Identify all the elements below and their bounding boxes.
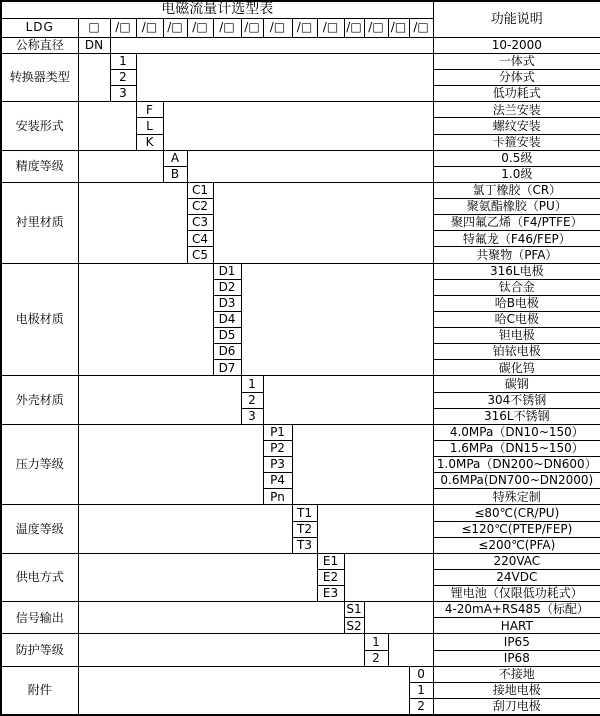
code-cell: E3 bbox=[317, 586, 344, 602]
description-cell: 316L不锈钢 bbox=[433, 408, 600, 424]
empty-region bbox=[163, 102, 433, 150]
code-cell: C2 bbox=[187, 199, 213, 215]
code-cell: 1 bbox=[241, 376, 263, 392]
description-cell: 一体式 bbox=[433, 53, 600, 69]
category-label: 外壳材质 bbox=[1, 376, 78, 424]
description-cell: ≤200℃(PFA) bbox=[433, 537, 600, 553]
description-cell: ≤80℃(CR/PU) bbox=[433, 505, 600, 521]
description-cell: ≤120℃(PTEP/FEP) bbox=[433, 521, 600, 537]
code-cell: F bbox=[136, 102, 163, 118]
code-cell: T2 bbox=[292, 521, 317, 537]
empty-region bbox=[78, 505, 292, 553]
empty-region bbox=[344, 553, 433, 601]
empty-region bbox=[317, 505, 433, 553]
description-cell: 碳钢 bbox=[433, 376, 600, 392]
code-cell: D6 bbox=[213, 344, 241, 360]
code-cell: C1 bbox=[187, 182, 213, 198]
code-cell: 2 bbox=[241, 392, 263, 408]
code-cell: 0 bbox=[409, 666, 433, 682]
description-cell: 0.6MPa(DN700~DN2000) bbox=[433, 473, 600, 489]
category-label: 信号输出 bbox=[1, 602, 78, 634]
empty-region bbox=[78, 376, 241, 424]
code-cell: B bbox=[163, 166, 187, 182]
code-cell: D1 bbox=[213, 263, 241, 279]
code-cell: C5 bbox=[187, 247, 213, 263]
description-cell: 氯丁橡胶（CR） bbox=[433, 182, 600, 198]
description-cell: 4-20mA+RS485（标配） bbox=[433, 602, 600, 618]
code-cell: T3 bbox=[292, 537, 317, 553]
model-slot: /□ bbox=[388, 18, 409, 37]
description-cell: 4.0MPa（DN10~150） bbox=[433, 424, 600, 440]
code-cell: S2 bbox=[344, 618, 364, 634]
model-slot: /□ bbox=[263, 18, 292, 37]
empty-region bbox=[213, 182, 433, 263]
category-label: 精度等级 bbox=[1, 150, 78, 182]
model-slot: /□ bbox=[364, 18, 388, 37]
description-cell: 刮刀电极 bbox=[433, 698, 600, 715]
empty-region bbox=[78, 53, 110, 101]
description-cell: 10-2000 bbox=[433, 37, 600, 53]
description-cell: 分体式 bbox=[433, 70, 600, 86]
description-cell: 卡箍安装 bbox=[433, 134, 600, 150]
category-label: 压力等级 bbox=[1, 424, 78, 505]
code-cell: A bbox=[163, 150, 187, 166]
code-cell: C4 bbox=[187, 231, 213, 247]
description-cell: HART bbox=[433, 618, 600, 634]
code-cell: 3 bbox=[241, 408, 263, 424]
description-cell: 聚氨酯橡胶（PU） bbox=[433, 199, 600, 215]
category-label: 防护等级 bbox=[1, 634, 78, 666]
description-cell: 钽电极 bbox=[433, 328, 600, 344]
empty-region bbox=[78, 553, 317, 601]
empty-region bbox=[78, 424, 263, 505]
empty-region bbox=[388, 634, 433, 666]
description-cell: 316L电极 bbox=[433, 263, 600, 279]
code-cell: Pn bbox=[263, 489, 292, 505]
description-cell: 1.0级 bbox=[433, 166, 600, 182]
description-cell: 哈C电极 bbox=[433, 311, 600, 327]
code-cell: P1 bbox=[263, 424, 292, 440]
model-slot: /□ bbox=[213, 18, 241, 37]
code-cell: 2 bbox=[409, 698, 433, 715]
description-cell: 220VAC bbox=[433, 553, 600, 569]
table-title: 电磁流量计选型表 bbox=[1, 1, 433, 18]
description-cell: 钛合金 bbox=[433, 279, 600, 295]
code-cell: C3 bbox=[187, 215, 213, 231]
empty-region bbox=[78, 634, 364, 666]
code-cell: 1 bbox=[110, 53, 136, 69]
empty-region bbox=[110, 37, 433, 53]
code-cell: D4 bbox=[213, 311, 241, 327]
model-slot: /□ bbox=[163, 18, 187, 37]
category-label: 附件 bbox=[1, 666, 78, 715]
empty-region bbox=[136, 53, 433, 101]
category-label: 温度等级 bbox=[1, 505, 78, 553]
code-cell: 3 bbox=[110, 86, 136, 102]
description-cell: 共聚物（PFA） bbox=[433, 247, 600, 263]
description-cell: 螺纹安装 bbox=[433, 118, 600, 134]
description-cell: 24VDC bbox=[433, 569, 600, 585]
empty-region bbox=[263, 376, 433, 424]
category-label: 公称直径 bbox=[1, 37, 78, 53]
empty-region bbox=[241, 263, 433, 376]
code-cell: 1 bbox=[364, 634, 388, 650]
description-cell: 碳化钨 bbox=[433, 360, 600, 376]
model-slot: /□ bbox=[292, 18, 317, 37]
model-prefix: LDG bbox=[1, 18, 78, 37]
description-cell: IP65 bbox=[433, 634, 600, 650]
description-cell: 特殊定制 bbox=[433, 489, 600, 505]
description-cell: 锂电池（仅限低功耗式） bbox=[433, 586, 600, 602]
code-cell: L bbox=[136, 118, 163, 134]
empty-region bbox=[78, 102, 136, 150]
description-cell: 低功耗式 bbox=[433, 86, 600, 102]
empty-region bbox=[187, 150, 433, 182]
category-label: 转换器类型 bbox=[1, 53, 78, 101]
empty-region bbox=[78, 602, 344, 634]
description-cell: IP68 bbox=[433, 650, 600, 666]
model-slot: /□ bbox=[409, 18, 433, 37]
code-cell: D2 bbox=[213, 279, 241, 295]
empty-region bbox=[364, 602, 433, 634]
model-slot: /□ bbox=[344, 18, 364, 37]
code-cell: P2 bbox=[263, 440, 292, 456]
description-cell: 铂铱电极 bbox=[433, 344, 600, 360]
description-cell: 0.5级 bbox=[433, 150, 600, 166]
code-cell: S1 bbox=[344, 602, 364, 618]
description-cell: 接地电极 bbox=[433, 682, 600, 698]
empty-region bbox=[78, 150, 163, 182]
empty-region bbox=[78, 182, 187, 263]
code-cell: D5 bbox=[213, 328, 241, 344]
empty-region bbox=[292, 424, 433, 505]
model-slot: /□ bbox=[317, 18, 344, 37]
category-label: 供电方式 bbox=[1, 553, 78, 601]
description-cell: 不接地 bbox=[433, 666, 600, 682]
description-cell: 哈B电极 bbox=[433, 295, 600, 311]
code-cell: D7 bbox=[213, 360, 241, 376]
description-cell: 特氟龙（F46/FEP） bbox=[433, 231, 600, 247]
model-slot: /□ bbox=[241, 18, 263, 37]
category-label: 衬里材质 bbox=[1, 182, 78, 263]
description-cell: 1.0MPa（DN200~DN600） bbox=[433, 457, 600, 473]
code-cell: K bbox=[136, 134, 163, 150]
code-cell: P3 bbox=[263, 457, 292, 473]
model-slot: /□ bbox=[110, 18, 136, 37]
empty-region bbox=[78, 263, 213, 376]
description-cell: 聚四氟乙烯（F4/PTFE） bbox=[433, 215, 600, 231]
model-slot: /□ bbox=[187, 18, 213, 37]
code-cell: P4 bbox=[263, 473, 292, 489]
code-cell: 2 bbox=[364, 650, 388, 666]
description-cell: 304不锈钢 bbox=[433, 392, 600, 408]
function-column-header: 功能说明 bbox=[433, 1, 600, 37]
code-cell: E2 bbox=[317, 569, 344, 585]
category-label: 安装形式 bbox=[1, 102, 78, 150]
model-box: □ bbox=[78, 18, 110, 37]
code-cell: E1 bbox=[317, 553, 344, 569]
code-cell: 1 bbox=[409, 682, 433, 698]
empty-region bbox=[78, 666, 409, 715]
model-slot: /□ bbox=[136, 18, 163, 37]
description-cell: 1.6MPa（DN15~150） bbox=[433, 440, 600, 456]
code-cell: DN bbox=[78, 37, 110, 53]
description-cell: 法兰安装 bbox=[433, 102, 600, 118]
code-cell: D3 bbox=[213, 295, 241, 311]
category-label: 电极材质 bbox=[1, 263, 78, 376]
code-cell: T1 bbox=[292, 505, 317, 521]
code-cell: 2 bbox=[110, 70, 136, 86]
